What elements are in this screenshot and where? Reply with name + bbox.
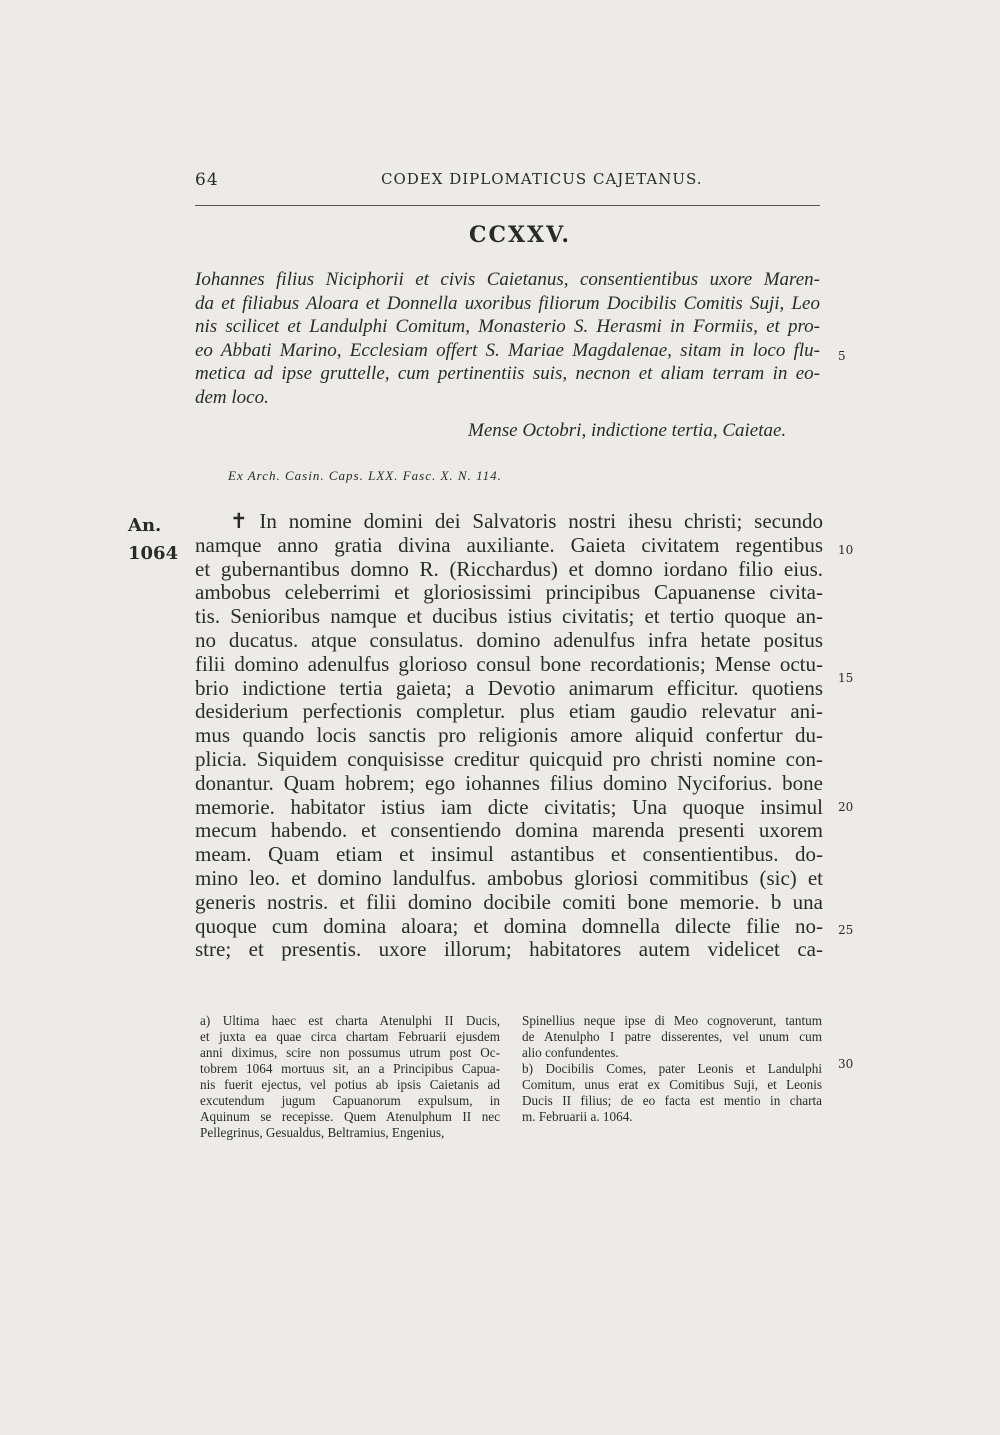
charter-line: brio indictione tertia gaieta; a Devotio animarum efficitur. quotiens [195,675,823,700]
footnote-line: excutendum jugum Capuanorum expulsum, in [200,1093,500,1108]
running-title: CODEX DIPLOMATICUS CAJETANUS. [381,170,703,188]
line-number: 5 [838,349,846,363]
footnote-line: anni diximus, scire non possumus utrum post Oc- [200,1045,500,1060]
running-head [195,164,820,194]
regest-line: metica ad ipse gruttelle, cum pertinentiis suis, necnon et aliam terram in eo- [195,363,820,384]
footnote-column-left [200,1013,500,1141]
footnote-line: m. Februarii a. 1064. [522,1109,633,1124]
line-number: 10 [838,543,854,557]
footnote-line: nis fuerit ejectus, vel potius ab ipsis Caietanis ad [200,1077,500,1092]
charter-line: ambobus celeberrimi et gloriosissimi principibus Capuanense civita- [195,580,823,605]
document-number: CCXXV. [468,222,572,248]
charter-line: filii domino adenulfus glorioso consul bone recordationis; Mense octu- [195,651,823,676]
header-rule [195,205,820,206]
charter-line: desiderium perfectionis completur. plus etiam gaudio relevatur ani- [195,699,823,724]
footnote-column-right [522,1013,822,1125]
footnote-line: de Atenulpho I patre disserentes, vel unum cum [522,1029,822,1044]
footnote-line: Comitum, unus erat ex Comitibus Suji, et Leonis [522,1077,822,1092]
charter-line: generis nostris. et filii domino docibile comiti bone memorie. b una [195,889,823,914]
year-value: 1064 [128,543,179,564]
page-number: 64 [195,170,219,190]
regest-line: nis scilicet et Landulphi Comitum, Monasterio S. Herasmi in Formiis, et pro- [195,316,820,337]
line-number: 25 [838,923,854,937]
charter-line: et gubernantibus domno R. (Ricchardus) et domno iordano filio eius. [195,556,823,581]
footnote-line: et juxta ea quae circa chartam Februarii ejusdem [200,1029,500,1044]
charter-line: stre; et presentis. uxore illorum; habitatores autem videlicet ca- [195,937,823,962]
regest-line: Iohannes filius Niciphorii et civis Caietanus, consentientibus uxore Maren- [195,269,820,290]
charter-line: tis. Senioribus namque et ducibus istius civitatis; et tertio quoque an- [195,604,823,629]
line-number: 15 [838,671,854,685]
charter-line: plicia. Siquidem conquisisse creditur quicquid pro christi nomine con- [195,746,823,771]
line-number: 30 [838,1057,854,1071]
footnote-line: Spinellius neque ipse di Meo cognoverunt, tantum [522,1013,822,1028]
charter-line: quoque cum domina aloara; et domina domnella dilecte filie no- [195,913,823,938]
charter-line: namque anno gratia divina auxiliante. Gaieta civitatem regentibus [195,532,823,557]
footnote-line: tobrem 1064 mortuus sit, an a Principibus Capua- [200,1061,500,1076]
charter-line: donantur. Quam hobrem; ego iohannes filius domino Nyciforius. bone [195,770,823,795]
archive-source: Ex Arch. Casin. Caps. LXX. Fasc. X. N. 114. [228,468,502,483]
footnote-line: Ducis II filius; de eo facta est mentio in charta [522,1093,822,1108]
charter-line: meam. Quam etiam et insimul astantibus et consentientibus. do- [195,842,823,867]
footnote-line: Aquinum se recepisse. Quem Atenulphum II nec [200,1109,500,1124]
line-number: 20 [838,800,854,814]
charter-line: no ducatus. atque consulatus. domino adenulfus infra hetate positus [195,627,823,652]
charter-line: memorie. habitator istius iam dicte civitatis; Una quoque insimul [195,794,823,819]
charter-text [195,510,823,962]
year-label: An. [128,515,162,536]
regest-summary [195,268,820,409]
footnote-line: a) Ultima haec est charta Atenulphi II Ducis, [200,1013,500,1028]
footnote-line: alio confundentes. [522,1045,619,1060]
margin-year [128,512,178,568]
charter-line: ✝ In nomine domini dei Salvatoris nostri ihesu christi; secundo [230,509,823,533]
charter-line: mus quando locis sanctis pro religionis amore aliquid confertur du- [195,723,823,748]
regest-line: dem loco. [195,386,269,408]
footnote-line: b) Docibilis Comes, pater Leonis et Landulphi [522,1061,822,1076]
regest-line: eo Abbati Marino, Ecclesiam offert S. Mariae Magdalenae, sitam in loco flu- [195,339,820,361]
document-date: Mense Octobri, indictione tertia, Caietae. [468,420,787,441]
footnote-line: Pellegrinus, Gesualdus, Beltramius, Engenius, [200,1125,445,1140]
regest-line: da et filiabus Aloara et Donnella uxoribus filiorum Docibilis Comitis Suji, Leo [195,292,820,314]
charter-line: mecum habendo. et consentiendo domina marenda presenti uxorem [195,818,823,843]
charter-line: mino leo. et domino landulfus. ambobus gloriosi commitibus (sic) et [195,865,823,890]
